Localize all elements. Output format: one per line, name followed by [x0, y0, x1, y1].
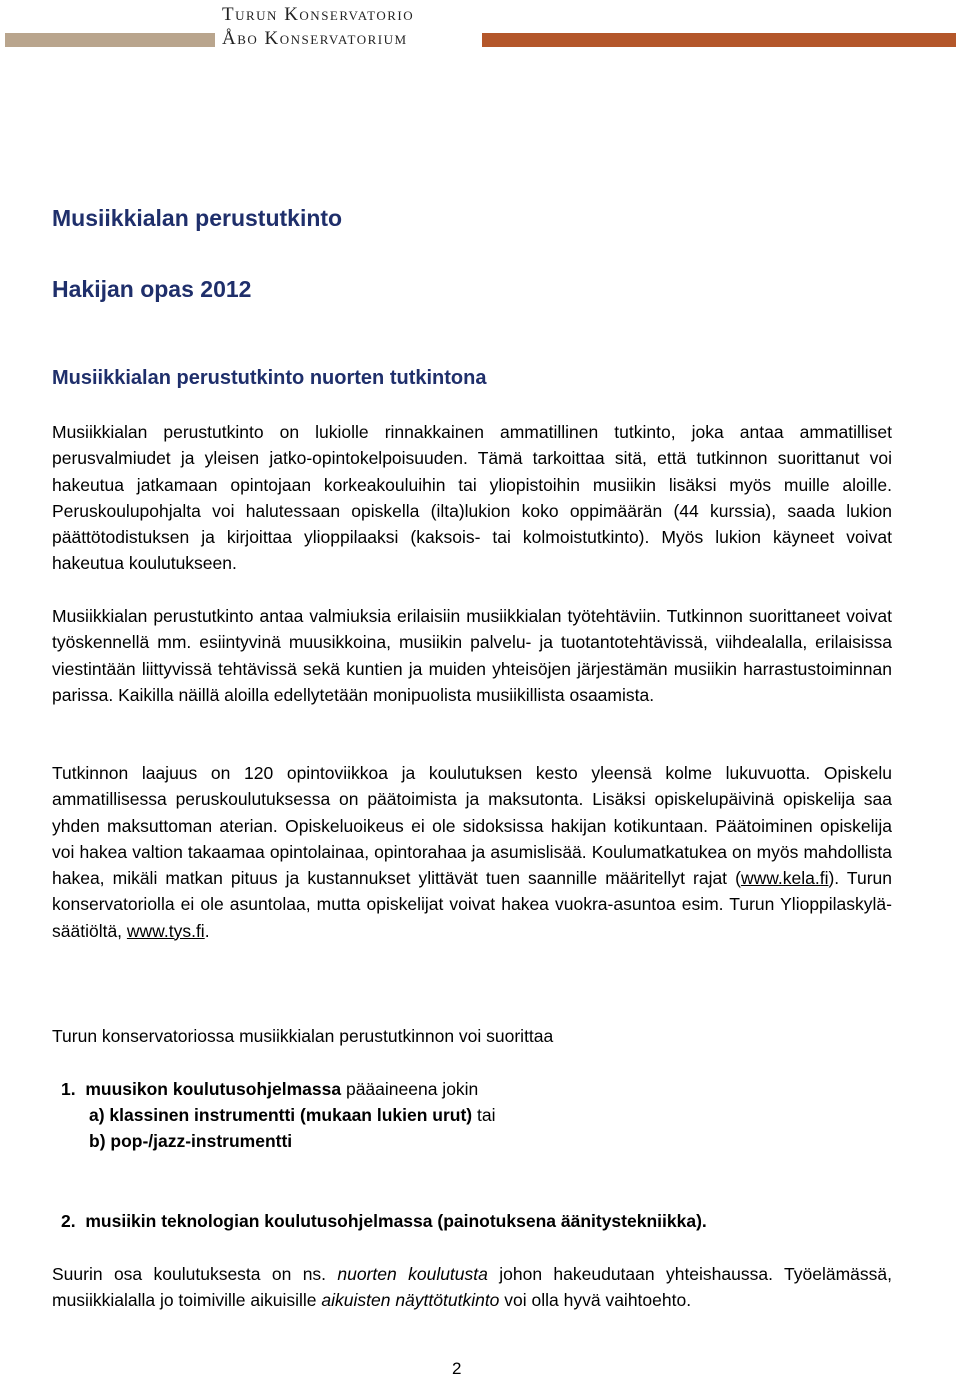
page-number: 2: [452, 1359, 462, 1378]
paragraph-application: [52, 1261, 892, 1314]
list-item-1-rest: pääaineena jokin: [341, 1079, 479, 1099]
list-number-2: 2.: [61, 1211, 76, 1231]
paragraph-career: Musiikkialan perustutkinto antaa valmiuksia erilaisiin musiikkialan työtehtäviin. Tutkinnon suorittaneet voivat työskennellä mm. esiintyvinä muusikkoina, musiikin palvelu- ja tuotantotehtävissä, viihdealalla, erilaisissa viestintään liittyvissä tehtävissä sekä kuntien ja muiden yhteisöjen järjestämän musiikin harrastustoiminnan parissa. Kaikilla näillä aloilla edellytetään monipuolista musiikillista osaamista.: [52, 606, 892, 705]
logo-line-1: Turun Konservatorio: [222, 4, 415, 25]
list-item-2: [61, 1208, 707, 1234]
application-text-3: voi olla hyvä vaihtoehto.: [499, 1290, 692, 1311]
tys-link[interactable]: www.tys.fi: [126, 920, 205, 941]
kela-link[interactable]: www.kela.fi: [740, 868, 829, 889]
document-title: Musiikkialan perustutkinto: [52, 205, 343, 231]
scope-text-3: .: [204, 920, 210, 941]
scope-text-1: Tutkinnon laajuus on 120 opintoviikkoa ja koulutuksen kesto yleensä kolme lukuvuotta. Opiskelu ammatillisessa peruskoulutuksessa on päätoimista ja maksutonta. Lisäksi opiskelupäivinä opiskelija saa yhden maksuttoman aterian. Opiskeluoikeus ei ole sidoksissa hakijan kotikuntaan. Päätoiminen opiskelija voi hakea valtion takaamaa opintolainaa, opintorahaa ja asumislisää. Koulumatkatukea on myös mahdollista hakea, mikäli matkan pituus ja kustannukset ylittävät tuen saannille määritellyt rajat (: [52, 763, 892, 889]
logo-line-2: Åbo Konservatorium: [222, 28, 408, 49]
application-text-2: johon hakeudutaan yhteishaussa. Työelämässä, musiikkialalla jo toimiville aikuisille: [52, 1264, 892, 1311]
scope-text-2: ). Turun konservatoriolla ei ole asuntolaa, mutta opiskelijat voivat hakea vuokra-asuntoa esim. Turun Ylioppilaskylä-säätiöltä,: [52, 868, 892, 941]
list-item-1-bold: muusikon koulutusohjelmassa: [85, 1079, 342, 1099]
list-subitem-b-bold: b) pop-/jazz-instrumentti: [89, 1131, 293, 1151]
list-subitem-b: [89, 1128, 292, 1154]
application-italic-1: nuorten koulutusta: [337, 1264, 488, 1284]
section-heading: Musiikkialan perustutkinto nuorten tutkintona: [52, 367, 487, 389]
list-item-2-bold: musiikin teknologian koulutusohjelmassa (painotuksena äänitystekniikka).: [85, 1211, 707, 1231]
application-italic-2: aikuisten näyttötutkinto: [321, 1290, 500, 1311]
list-subitem-a-rest: tai: [472, 1105, 496, 1125]
header-bar-right: [482, 33, 956, 47]
list-number-1: 1.: [61, 1079, 76, 1099]
application-text-1: Suurin osa koulutuksesta on ns.: [52, 1264, 338, 1284]
paragraph-scope: [52, 760, 892, 944]
paragraph-programs-intro: Turun konservatoriossa musiikkialan perustutkinnon voi suorittaa: [52, 1026, 554, 1046]
document-subtitle: Hakijan opas 2012: [52, 276, 252, 302]
header-bar-left: [5, 33, 215, 47]
list-subitem-a-bold: a) klassinen instrumentti (mukaan lukien urut): [89, 1105, 473, 1125]
list-item-1: [61, 1076, 478, 1102]
list-subitem-a: [89, 1102, 496, 1128]
paragraph-intro: Musiikkialan perustutkinto on lukiolle rinnakkainen ammatillinen tutkinto, joka antaa ammatilliset perusvalmiudet ja yleisen jatko-opintokelpoisuuden. Tämä tarkoittaa sitä, että tutkinnon suorittanut voi hakeutua jatkamaan opintojaan korkeakouluihin tai yliopistoihin musiikin lisäksi myös muille aloille. Peruskoulupohjalta voi halutessaan opiskella (ilta)lukion koko oppimäärän (44 kurssia), saada lukion päättötodistuksen ja kirjoittaa ylioppilaaksi (kaksois- tai kolmoistutkinto). Myös lukion käyneet voivat hakeutua koulutukseen.: [52, 422, 892, 574]
